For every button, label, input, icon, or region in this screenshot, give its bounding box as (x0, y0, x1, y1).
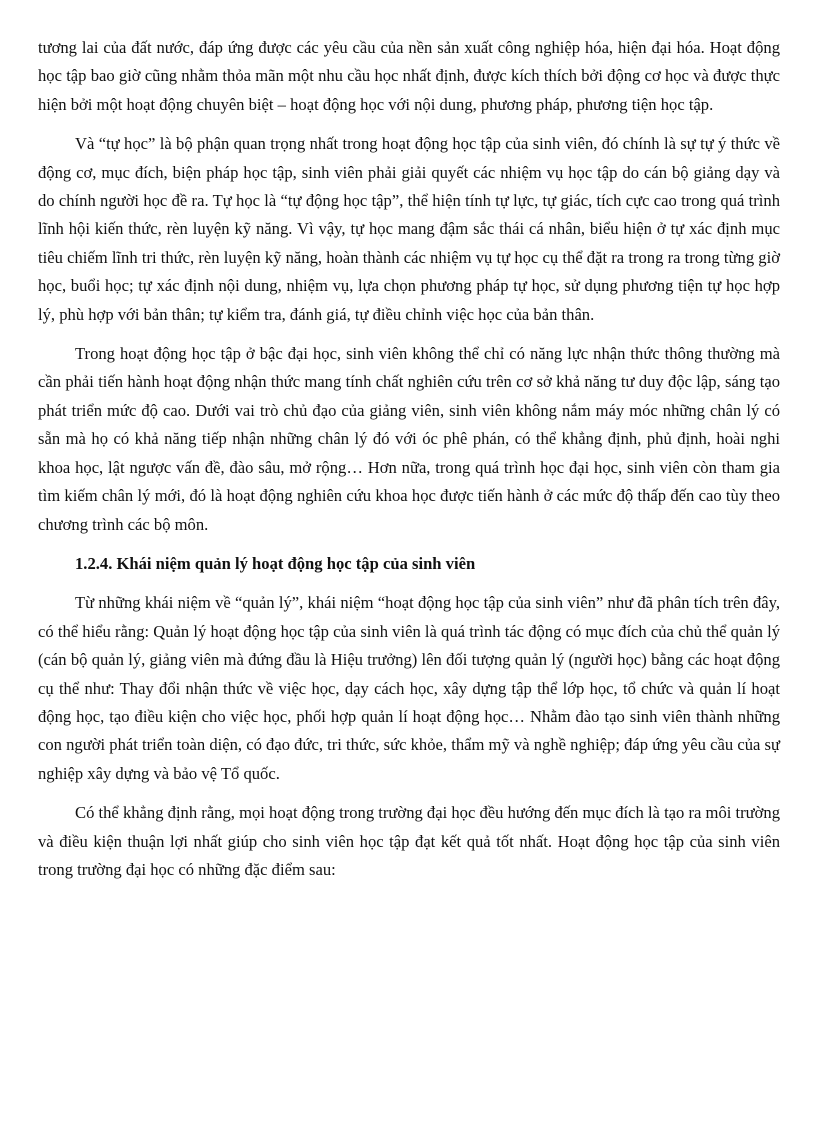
paragraph-university-learning: Trong hoạt động học tập ở bậc đại học, sinh viên không thể chỉ có năng lực nhận thức thông thường mà cần phải tiến hành hoạt động nhận thức mang tính chất nghiên cứu trên cơ sở khả năng tư duy độc lập, sáng tạo phát triển mức độ cao. Dưới vai trò chủ đạo của giảng viên, sinh viên không nắm máy móc những chân lý có sẵn mà họ có khả năng tiếp nhận những chân lý đó với óc phê phán, có thể khẳng định, phủ định, hoài nghi khoa học, lật ngược vấn đề, đào sâu, mở rộng… Hơn nữa, trong quá trình học đại học, sinh viên còn tham gia tìm kiếm chân lý mới, đó là hoạt động nghiên cứu khoa học được tiến hành ở các mức độ thấp đến cao tùy theo chương trình các bộ môn. (38, 344, 780, 534)
paragraph-self-study: Và “tự học” là bộ phận quan trọng nhất trong hoạt động học tập của sinh viên, đó chính là sự tự ý thức về động cơ, mục đích, biện pháp học tập, sinh viên phải giải quyết các nhiệm vụ học tập do cán bộ giảng dạy và do chính người học đề ra. Tự học là “tự động học tập”, thể hiện tính tự lực, tự giác, tích cực cao trong quá trình lĩnh hội kiến thức, rèn luyện kỹ năng. Vì vậy, tự học mang đậm sắc thái cá nhân, biểu hiện ở tự xác định mục tiêu chiếm lĩnh tri thức, rèn luyện kỹ năng, hoàn thành các nhiệm vụ tự học cụ thể đặt ra trong ra trong từng giờ học, buổi học; tự xác định nội dung, nhiệm vụ, lựa chọn phương pháp tự học, sử dụng phương tiện tự học hợp lý, phù hợp với bản thân; tự kiểm tra, đánh giá, tự điều chỉnh việc học của bản thân. (38, 134, 780, 324)
paragraph-continuation: tương lai của đất nước, đáp ứng được các yêu cầu của nền sản xuất công nghiệp hóa, hiện đại hóa. Hoạt động học tập bao giờ cũng nhằm thỏa mãn một nhu cầu học nhất định, được kích thích bởi động cơ học và được thực hiện bởi một hoạt động chuyên biệt – hoạt động học với nội dung, phương pháp, phương tiện học tập. (38, 38, 780, 114)
section-heading: 1.2.4. Khái niệm quản lý hoạt động học tập của sinh viên (75, 553, 476, 573)
paragraph-management-definition: Từ những khái niệm về “quản lý”, khái niệm “hoạt động học tập của sinh viên” như đã phân tích trên đây, có thể hiểu rằng: Quản lý hoạt động học tập của sinh viên là quá trình tác động có mục đích của chủ thể quản lý (cán bộ quản lý, giảng viên mà đứng đầu là Hiệu trưởng) lên đối tượng quản lý (người học) bằng các hoạt động cụ thể như: Thay đổi nhận thức về việc học, dạy cách học, xây dựng tập thể lớp học, tổ chức và quản lí hoạt động học, tạo điều kiện cho việc học, phối hợp quản lí hoạt động học… Nhằm đào tạo sinh viên thành những con người phát triển toàn diện, có đạo đức, tri thức, sức khỏe, thẩm mỹ và nghề nghiệp; đáp ứng yêu cầu của sự nghiệp xây dựng và bảo vệ Tổ quốc. (38, 593, 780, 783)
document-page (38, 34, 780, 895)
paragraph-characteristics-intro: Có thể khẳng định rằng, mọi hoạt động trong trường đại học đều hướng đến mục đích là tạo ra môi trường và điều kiện thuận lợi nhất giúp cho sinh viên học tập đạt kết quả tốt nhất. Hoạt động học tập của sinh viên trong trường đại học có những đặc điểm sau: (38, 803, 780, 879)
